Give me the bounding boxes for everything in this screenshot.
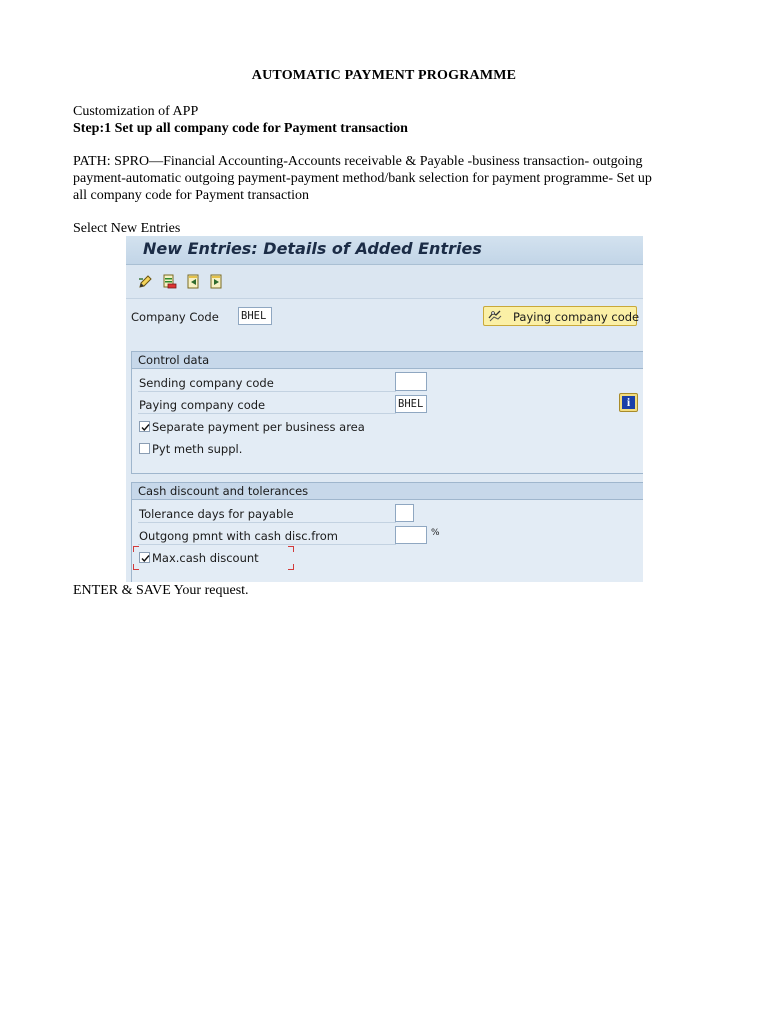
percent-unit: %: [431, 528, 440, 538]
sending-company-code-label: Sending company code: [139, 376, 274, 390]
next-entry-icon[interactable]: [209, 274, 224, 289]
separate-payment-checkbox[interactable]: [139, 421, 150, 432]
sap-screen: [126, 236, 643, 582]
edit-pencil-icon[interactable]: [138, 274, 153, 289]
paying-company-code-field[interactable]: BHEL: [395, 395, 427, 413]
info-button[interactable]: [619, 393, 638, 412]
tolerance-days-field[interactable]: [395, 504, 414, 522]
document-title: AUTOMATIC PAYMENT PROGRAMME: [251, 68, 517, 83]
navigate-icon: [487, 309, 503, 323]
cash-discount-title-bar: [132, 483, 643, 500]
checkmark-icon: [140, 422, 151, 433]
step-heading: Step:1 Set up all company code for Payment transaction: [73, 121, 408, 136]
paying-company-code-label: Paying company code: [139, 398, 266, 412]
focus-highlight-frame: [133, 546, 294, 570]
separate-payment-label: Separate payment per business area: [152, 420, 365, 434]
sap-screen-title: New Entries: Details of Added Entries: [143, 239, 482, 258]
config-path-text: PATH: SPRO—Financial Accounting-Accounts receivable & Payable -business transaction- outgoing payment-automatic outgoing payment-payment method/bank selection for payment programme- Set up all company code for Payment transaction: [73, 154, 652, 203]
paying-company-code-button-label: Paying company code: [513, 310, 640, 324]
control-data-title: Control data: [138, 353, 210, 367]
max-cash-discount-label: Max.cash discount: [152, 551, 259, 565]
cash-discount-title: Cash discount and tolerances: [138, 484, 309, 498]
company-code-field[interactable]: BHEL: [238, 307, 272, 325]
info-icon: i: [622, 396, 635, 409]
outgoing-pmnt-label: Outgong pmnt with cash disc.from: [139, 529, 338, 543]
row-separator: [138, 544, 396, 545]
row-separator: [138, 413, 396, 414]
document-subtitle: Customization of APP: [73, 104, 199, 119]
pyt-meth-suppl-checkbox[interactable]: [139, 443, 150, 454]
other-entry-icon[interactable]: [162, 274, 177, 289]
row-separator: [138, 391, 396, 392]
previous-entry-icon[interactable]: [186, 274, 201, 289]
sap-title-bar: [126, 236, 643, 265]
sending-company-code-field[interactable]: [395, 372, 427, 391]
company-code-label: Company Code: [131, 310, 219, 324]
control-data-title-bar: [132, 352, 643, 369]
select-new-entries-instruction: Select New Entries: [73, 221, 181, 236]
enter-save-instruction: ENTER & SAVE Your request.: [73, 583, 249, 598]
sap-application-toolbar: [126, 265, 643, 299]
row-separator: [138, 522, 396, 523]
tolerance-days-label: Tolerance days for payable: [139, 507, 294, 521]
outgoing-pmnt-field[interactable]: [395, 526, 427, 544]
pyt-meth-suppl-label: Pyt meth suppl.: [152, 442, 243, 456]
paying-company-code-button[interactable]: [483, 306, 640, 326]
